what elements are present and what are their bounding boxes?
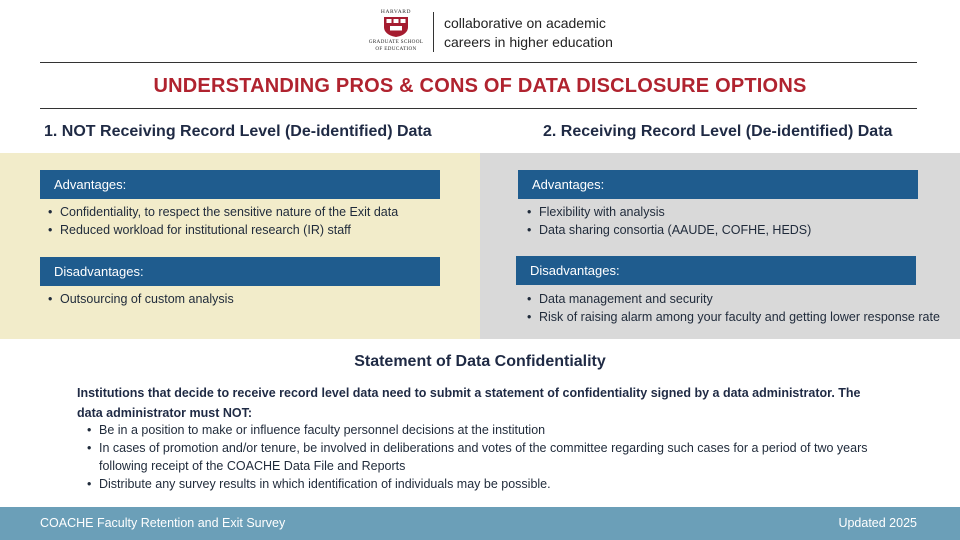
list-item: • Distribute any survey results in which identification of individuals may be possible. xyxy=(85,475,885,493)
footer-survey-name: COACHE Faculty Retention and Exit Survey xyxy=(40,516,286,530)
harvard-logo xyxy=(366,9,426,52)
list-item: • Data sharing consortia (AAUDE, COFHE, HEDS) xyxy=(525,221,811,239)
harvard-shield-icon xyxy=(383,16,409,38)
left-advantages-bar: Advantages: xyxy=(40,170,440,199)
footer xyxy=(0,507,960,540)
header xyxy=(0,0,960,62)
title-rule-top xyxy=(40,62,917,63)
list-item: • In cases of promotion and/or tenure, be involved in deliberations and votes of the committee regarding such cases for a period of two years following receipt of the COACHE Data File and Reports xyxy=(85,439,885,475)
right-advantages-bar: Advantages: xyxy=(518,170,918,199)
list-item: • Confidentiality, to respect the sensitive nature of the Exit data xyxy=(46,203,398,221)
list-item: • Risk of raising alarm among your faculty and getting lower response rate xyxy=(525,308,940,326)
right-disadvantages-bar: Disadvantages: xyxy=(516,256,916,285)
statement-title: Statement of Data Confidentiality xyxy=(354,353,606,370)
right-panel xyxy=(480,153,960,339)
right-advantages-list xyxy=(525,203,811,239)
list-item: • Be in a position to make or influence faculty personnel decisions at the institution xyxy=(85,421,885,439)
title-rule-bottom xyxy=(40,108,917,109)
left-panel xyxy=(0,153,480,339)
list-item: • Outsourcing of custom analysis xyxy=(46,290,234,308)
logo-bottom-text-1: GRADUATE SCHOOL xyxy=(368,39,424,45)
header-divider xyxy=(433,12,434,52)
header-tagline xyxy=(444,14,613,52)
left-disadvantages-bar: Disadvantages: xyxy=(40,257,440,286)
page-title: UNDERSTANDING PROS & CONS OF DATA DISCLOSURE OPTIONS xyxy=(153,75,807,97)
logo-bottom-text-2: OF EDUCATION xyxy=(375,46,417,52)
tagline-line-1: collaborative on academic xyxy=(444,15,606,31)
logo-top-text: HARVARD xyxy=(380,9,412,15)
list-item: • Reduced workload for institutional research (IR) staff xyxy=(46,221,398,239)
statement-intro: Institutions that decide to receive record level data need to submit a statement of confidentiality signed by a data administrator. The data administrator must NOT: xyxy=(77,386,861,420)
list-item: • Flexibility with analysis xyxy=(525,203,811,221)
left-column-heading: 1. NOT Receiving Record Level (De-identified) Data xyxy=(44,123,432,140)
list-item: • Data management and security xyxy=(525,290,940,308)
left-disadvantages-list xyxy=(46,290,234,308)
footer-updated: Updated 2025 xyxy=(838,516,917,530)
right-column-heading: 2. Receiving Record Level (De-identified) Data xyxy=(543,123,893,140)
right-disadvantages-list xyxy=(525,290,940,326)
tagline-line-2: careers in higher education xyxy=(444,34,613,50)
left-advantages-list xyxy=(46,203,398,239)
statement-list xyxy=(85,421,885,493)
